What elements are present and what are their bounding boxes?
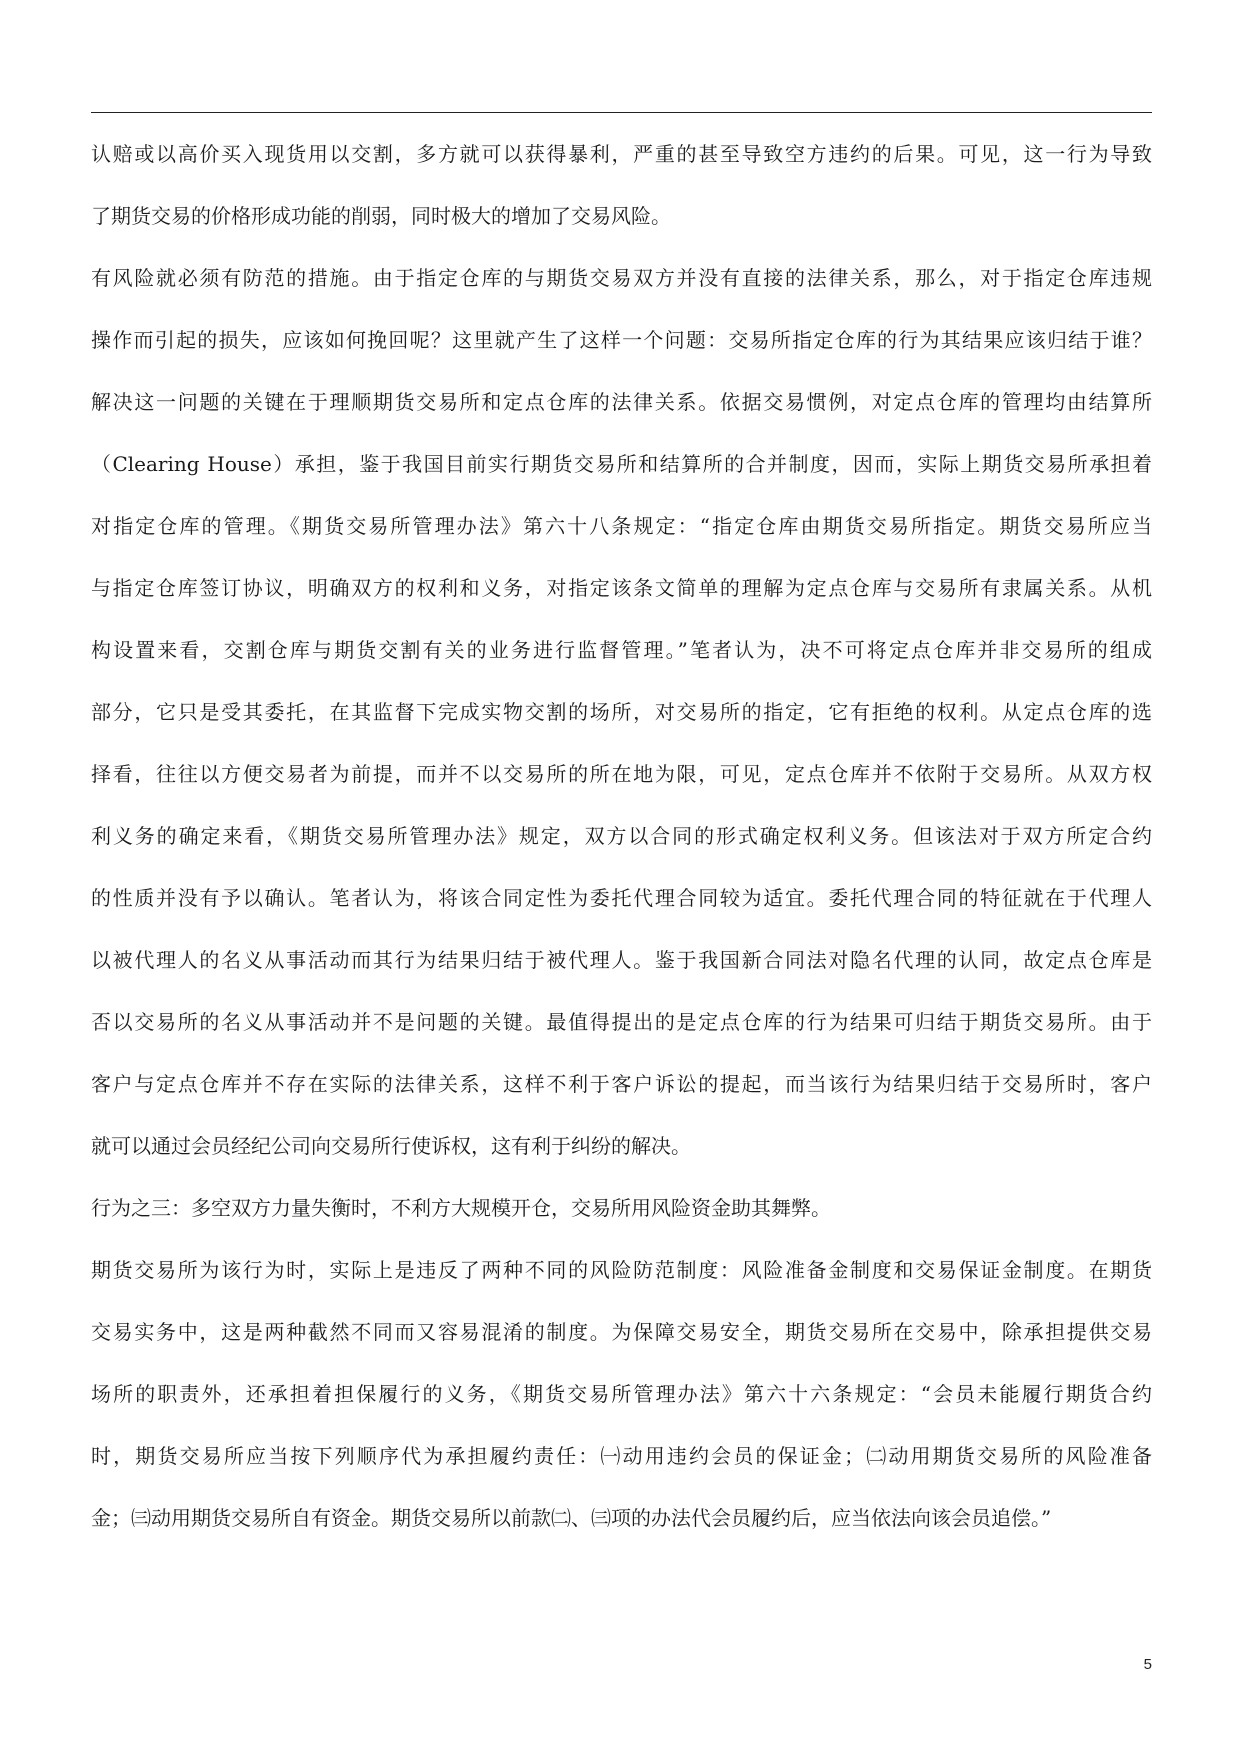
- text-line: 有风险就必须有防范的措施。由于指定仓库的与期货交易双方并没有直接的法律关系，那么，对于指定仓库违规: [91, 266, 1152, 290]
- text-line: 金；㈢动用期货交易所自有资金。期货交易所以前款㈡、㈢项的办法代会员履约后，应当依法向该会员追偿。”: [91, 1506, 1052, 1530]
- text-line: 时，期货交易所应当按下列顺序代为承担履约责任：㈠动用违约会员的保证金；㈡动用期货交易所的风险准备: [91, 1444, 1152, 1468]
- text-line: （Clearing House）承担，鉴于我国目前实行期货交易所和结算所的合并制度，因而，实际上期货交易所承担着: [91, 452, 1152, 476]
- text-line: 客户与定点仓库并不存在实际的法律关系，这样不利于客户诉讼的提起，而当该行为结果归结于交易所时，客户: [91, 1072, 1152, 1096]
- text-line: 操作而引起的损失，应该如何挽回呢？这里就产生了这样一个问题：交易所指定仓库的行为其结果应该归结于谁？: [91, 328, 1152, 352]
- text-line: 对指定仓库的管理。《期货交易所管理办法》第六十八条规定：“指定仓库由期货交易所指定。期货交易所应当: [91, 514, 1152, 538]
- text-line: 利义务的确定来看，《期货交易所管理办法》规定，双方以合同的形式确定权利义务。但该法对于双方所定合约: [91, 824, 1152, 848]
- text-line: 期货交易所为该行为时，实际上是违反了两种不同的风险防范制度：风险准备金制度和交易保证金制度。在期货: [91, 1258, 1152, 1282]
- text-line: 择看，往往以方便交易者为前提，而并不以交易所的所在地为限，可见，定点仓库并不依附于交易所。从双方权: [91, 762, 1152, 786]
- text-line: 交易实务中，这是两种截然不同而又容易混淆的制度。为保障交易安全，期货交易所在交易中，除承担提供交易: [91, 1320, 1152, 1344]
- text-line: 场所的职责外，还承担着担保履行的义务，《期货交易所管理办法》第六十六条规定：“会员未能履行期货合约: [91, 1382, 1152, 1406]
- text-line: 行为之三：多空双方力量失衡时，不利方大规模开仓，交易所用风险资金助其舞弊。: [91, 1196, 831, 1220]
- document-body: [91, 123, 1152, 1549]
- text-line: 解决这一问题的关键在于理顺期货交易所和定点仓库的法律关系。依据交易惯例，对定点仓库的管理均由结算所: [91, 390, 1152, 414]
- text-line: 认赔或以高价买入现货用以交割，多方就可以获得暴利，严重的甚至导致空方违约的后果。可见，这一行为导致: [91, 142, 1152, 166]
- page-number: 5: [1143, 1656, 1152, 1673]
- text-line: 以被代理人的名义从事活动而其行为结果归结于被代理人。鉴于我国新合同法对隐名代理的认同，故定点仓库是: [91, 948, 1152, 972]
- text-line: 了期货交易的价格形成功能的削弱，同时极大的增加了交易风险。: [91, 204, 671, 228]
- text-line: 就可以通过会员经纪公司向交易所行使诉权，这有利于纠纷的解决。: [91, 1134, 691, 1158]
- text-line: 与指定仓库签订协议，明确双方的权利和义务，对指定该条文简单的理解为定点仓库与交易所有隶属关系。从机: [91, 576, 1152, 600]
- text-line: 部分，它只是受其委托，在其监督下完成实物交割的场所，对交易所的指定，它有拒绝的权利。从定点仓库的选: [91, 700, 1152, 724]
- text-line: 的性质并没有予以确认。笔者认为，将该合同定性为委托代理合同较为适宜。委托代理合同的特征就在于代理人: [91, 886, 1152, 910]
- text-line: 构设置来看，交割仓库与期货交割有关的业务进行监督管理。”笔者认为，决不可将定点仓库并非交易所的组成: [91, 638, 1152, 662]
- header-rule: [91, 112, 1152, 113]
- text-line: 否以交易所的名义从事活动并不是问题的关键。最值得提出的是定点仓库的行为结果可归结于期货交易所。由于: [91, 1010, 1152, 1034]
